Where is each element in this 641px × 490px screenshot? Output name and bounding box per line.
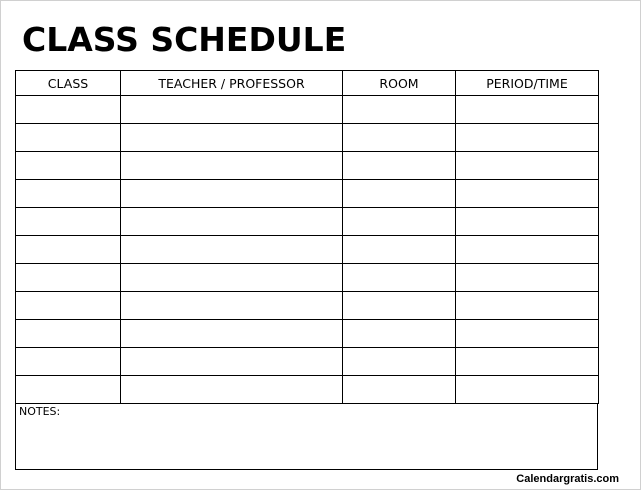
cell-room[interactable] [343,180,456,208]
cell-teacher[interactable] [121,236,343,264]
cell-room[interactable] [343,348,456,376]
cell-room[interactable] [343,264,456,292]
cell-class[interactable] [16,152,121,180]
cell-class[interactable] [16,348,121,376]
column-header-period-time: PERIOD/TIME [456,71,599,96]
notes-box[interactable] [15,403,598,470]
cell-period-time[interactable] [456,152,599,180]
cell-period-time[interactable] [456,376,599,404]
cell-period-time[interactable] [456,264,599,292]
cell-class[interactable] [16,208,121,236]
cell-class[interactable] [16,376,121,404]
cell-teacher[interactable] [121,124,343,152]
cell-teacher[interactable] [121,208,343,236]
cell-class[interactable] [16,320,121,348]
cell-teacher[interactable] [121,376,343,404]
table-row [16,152,599,180]
cell-class[interactable] [16,96,121,124]
table-row [16,292,599,320]
cell-teacher[interactable] [121,320,343,348]
cell-room[interactable] [343,320,456,348]
cell-class[interactable] [16,124,121,152]
table-body [16,96,599,404]
page-title: CLASS SCHEDULE [22,20,347,59]
notes-label: NOTES: [19,405,61,418]
table-row [16,208,599,236]
table-header-row [16,71,599,96]
column-header-room: ROOM [343,71,456,96]
table-row [16,124,599,152]
table-row [16,180,599,208]
cell-period-time[interactable] [456,320,599,348]
cell-room[interactable] [343,376,456,404]
cell-class[interactable] [16,264,121,292]
cell-room[interactable] [343,96,456,124]
table-row [16,376,599,404]
cell-room[interactable] [343,208,456,236]
cell-class[interactable] [16,180,121,208]
table-row [16,236,599,264]
cell-period-time[interactable] [456,124,599,152]
cell-teacher[interactable] [121,152,343,180]
cell-room[interactable] [343,124,456,152]
cell-teacher[interactable] [121,264,343,292]
cell-teacher[interactable] [121,180,343,208]
cell-period-time[interactable] [456,180,599,208]
cell-period-time[interactable] [456,96,599,124]
cell-room[interactable] [343,292,456,320]
cell-teacher[interactable] [121,292,343,320]
table-row [16,348,599,376]
cell-class[interactable] [16,292,121,320]
cell-class[interactable] [16,236,121,264]
cell-period-time[interactable] [456,236,599,264]
cell-period-time[interactable] [456,208,599,236]
watermark: Calendargratis.com [516,473,619,485]
table-row [16,264,599,292]
column-header-class: CLASS [16,71,121,96]
cell-teacher[interactable] [121,348,343,376]
column-header-teacher: TEACHER / PROFESSOR [121,71,343,96]
cell-room[interactable] [343,152,456,180]
schedule-table [15,70,599,404]
table-row [16,96,599,124]
cell-period-time[interactable] [456,292,599,320]
cell-room[interactable] [343,236,456,264]
cell-teacher[interactable] [121,96,343,124]
table-row [16,320,599,348]
cell-period-time[interactable] [456,348,599,376]
